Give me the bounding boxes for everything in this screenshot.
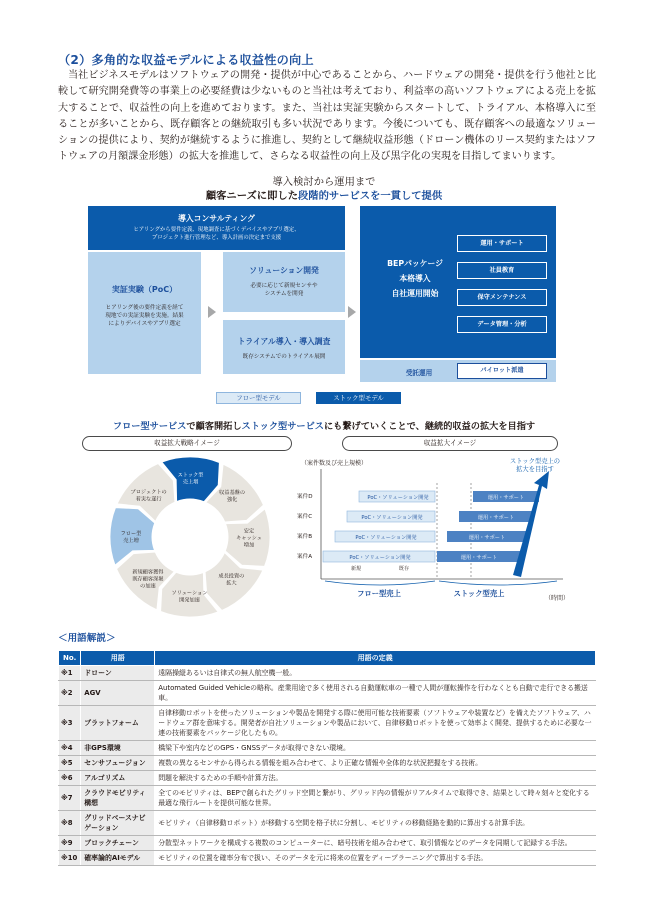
flow-bar-label: PoC・ソリューション開発 (349, 555, 411, 561)
bep-item: 保守メンテナンス (457, 289, 547, 306)
stock-bar-label: 運用・サポート (460, 555, 498, 561)
term-name: 非GPS環境 (81, 741, 155, 756)
table-row (59, 836, 596, 851)
cycle-panel-title: 収益拡大戦略イメージ (82, 436, 292, 451)
term-definition: 複数の異なるセンサから得られる情報を組み合わせて、より正確な情報や全体的な状況把握をする技術。 (155, 756, 596, 771)
terms-heading: ＜用語解説＞ (58, 633, 116, 644)
cycle-segment-label: キャッシュ (236, 535, 262, 542)
poc-box (88, 252, 201, 374)
heading-stock: ストック型サービス (241, 421, 324, 432)
term-number: ※10 (59, 851, 81, 866)
diagram-intro-line2 (0, 187, 648, 202)
cycle-segment-label: フロー型 (120, 530, 142, 537)
tag-existing: 既存 (399, 566, 410, 572)
term-definition: 自律移動ロボットを使ったソリューションや製品を開発する際に使用可能な技術要素（ソフトウェアや装置など）を備えたソフトウェア、ハードウェア群を意味する。開発者が自社ソリューションや製品において、自律移動ロボットを使って効率よく開発、提供するために必要な一連の技術要素をパッケージ化したもの。 (155, 706, 596, 741)
poc-title: 実証実験（PoC） (111, 285, 178, 294)
term-name: センサフュージョン (81, 756, 155, 771)
cycle-segment-label: 成長投資の (218, 573, 245, 580)
table-row (59, 706, 596, 741)
terms-header-term: 用語 (81, 651, 155, 666)
consulting-box (88, 206, 345, 250)
term-number: ※2 (59, 681, 81, 706)
arrow-right-icon (348, 306, 356, 318)
flow-bar-label: PoC・ソリューション開発 (367, 495, 429, 501)
cycle-segment-label: 着実な遂行 (135, 496, 162, 503)
case-label: 案件C (297, 514, 313, 520)
solution-sub2: システムを開発 (264, 291, 304, 297)
term-definition: 全てのモビリティは、BEPで創られたグリッド空間と繋がり、グリッド内の情報がリアルタイムで取得でき、結果として時々刻々と変化する最適な飛行ルートを提供可能な世界。 (155, 786, 596, 811)
bep-item: 運用・サポート (457, 235, 547, 252)
term-number: ※7 (59, 786, 81, 811)
stock-label: ストック型売上 (453, 589, 505, 598)
case-label: 案件D (297, 494, 313, 500)
term-definition: モビリティの位置を確率分布で扱い、そのデータを元に将来の位置をディープラーニングで算出する手法。 (155, 851, 596, 866)
table-row (59, 756, 596, 771)
terms-table (58, 650, 596, 866)
legend-flow: フロー型モデル (216, 392, 301, 404)
table-row (59, 771, 596, 786)
term-name: クラウドモビリティ構想 (81, 786, 155, 811)
table-row (59, 741, 596, 756)
bep-line3: 自社運用開始 (391, 289, 439, 298)
term-definition: Automated Guided Vehicleの略称。産業用途で多く使用される自動運転車の一種で人間が運転操作を行わなくとも自動で走行できる搬送車。 (155, 681, 596, 706)
strategy-heading (0, 418, 648, 432)
cycle-segment-label: 売上増 (182, 479, 199, 486)
cycle-segment-label: の加速 (140, 583, 156, 590)
cycle-segment-label: 拡大 (226, 580, 237, 587)
growth-panel-title: 収益拡大イメージ (342, 436, 558, 451)
trial-title: トライアル導入・導入調査 (237, 337, 331, 346)
body-paragraph: 当社ビジネスモデルはソフトウェアの開発・提供が中心であることから、ハードウェアの開発・提供を行う他社と比較して研究開発費等の事業上の必要経費は少ないものと当社は考えており、利益率の高いソフトウェアによる売上を拡大することで、収益性の向上を進めております。また、当社は実証実験からスタートして、トライアル、本格導入に至ることが多いことから、既存顧客との継続取引も多い状況であります。今後についても、既存顧客への最適なソリューションの提供により、契約が継続するように推進し、契約として継続収益形態（ドローン機体のリース契約またはソフトウェアの月額課金形態）の拡大を推進して、さらなる収益性の向上及び黒字化の実現を目指してまいります。 (58, 70, 596, 163)
growth-rows (297, 491, 539, 562)
consulting-sub1: ヒアリングから要件定義、現地調査に基づくデバイスやアプリ選定、 (133, 227, 300, 233)
term-number: ※6 (59, 771, 81, 786)
trial-box (223, 320, 345, 374)
poc-sub1: ヒアリング後の要件定義を経て (105, 305, 184, 311)
poc-sub3: によりデバイスやアプリ選定 (108, 321, 181, 327)
term-name: グリッドベースナビゲーション (81, 811, 155, 836)
growth-y-label: （案件数及び売上規模） (301, 460, 368, 467)
term-number: ※5 (59, 756, 81, 771)
cycle-segment-label: 売上増 (123, 537, 139, 544)
table-row (59, 786, 596, 811)
growth-arrow-label-1: ストック型売上の (509, 458, 561, 465)
term-definition: 問題を解決するための手順や計算方法。 (155, 771, 596, 786)
term-definition: 遠隔操縦あるいは自律式の無人航空機一般。 (155, 666, 596, 681)
cycle-segment-label: ストック型 (177, 472, 204, 479)
term-number: ※1 (59, 666, 81, 681)
bep-item: 社員教育 (457, 262, 547, 279)
flow-label: フロー型売上 (357, 589, 401, 598)
growth-chart (295, 455, 580, 605)
table-row (59, 681, 596, 706)
poc-sub2: 現地での実証実験を実施。結果 (105, 313, 184, 319)
pilot-box: パイロット派遣 (457, 363, 547, 379)
table-row (59, 666, 596, 681)
trial-sub: 既存システムでのトライアル展開 (242, 354, 326, 360)
cycle-segment-label: ソリューション (171, 590, 208, 597)
term-name: プラットフォーム (81, 706, 155, 741)
cycle-segment-label: 増加 (243, 542, 255, 549)
table-row (59, 851, 596, 866)
cycle-segments (110, 457, 270, 617)
section-heading: （2）多角的な収益モデルによる収益性の向上 (58, 53, 314, 67)
stock-bar-label: 運用・サポート (468, 535, 506, 541)
consulting-sub2: プロジェクト進行管理など、導入計画の決定まで支援 (151, 234, 282, 241)
case-label: 案件B (297, 534, 313, 540)
growth-arrow-label-2: 拡大を目指す (516, 466, 554, 473)
bep-line2: 本格導入 (399, 274, 431, 283)
term-name: ブロックチェーン (81, 836, 155, 851)
juchu-label: 受託運用 (405, 369, 433, 377)
arrow-right-icon (208, 306, 216, 318)
term-name: AGV (81, 681, 155, 706)
consulting-title: 導入コンサルティング (178, 214, 255, 223)
growth-arrow (513, 471, 549, 577)
cycle-segment-label: 安定 (243, 528, 255, 535)
bep-item: データ管理・分析 (457, 316, 547, 333)
solution-box (223, 252, 345, 312)
stock-bar-label: 運用・サポート (477, 515, 515, 521)
cycle-segment-label: 強化 (226, 497, 238, 504)
growth-x-label: （時間） (545, 595, 570, 602)
term-definition: 分散型ネットワークを構成する複数のコンピューターに、暗号技術を組み合わせて、取引情報などのデータを同期して記録する手法。 (155, 836, 596, 851)
flow-bar-label: PoC・ソリューション開発 (355, 535, 417, 541)
flow-bar-label: PoC・ソリューション開発 (361, 515, 423, 521)
term-number: ※9 (59, 836, 81, 851)
cycle-diagram (95, 452, 285, 622)
table-row (59, 811, 596, 836)
term-number: ※4 (59, 741, 81, 756)
intro-highlight: 段階的サービスを一貫して提供 (298, 190, 443, 202)
cycle-segment-label: 新規顧客獲得 (132, 569, 164, 576)
term-name: アルゴリズム (81, 771, 155, 786)
legend-stock: ストック型モデル (316, 392, 401, 404)
terms-header-def: 用語の定義 (155, 651, 596, 666)
cycle-segment-label: 既存顧客深堀 (132, 576, 164, 583)
solution-title: ソリューション開発 (249, 266, 319, 275)
solution-sub1: 必要に応じて新規センサや (250, 283, 318, 289)
bep-line1: BEPパッケージ (387, 259, 443, 268)
stock-bar-label: 運用・サポート (487, 495, 525, 501)
heading-mid1: で顧客開拓し (186, 421, 242, 432)
term-name: ドローン (81, 666, 155, 681)
term-number: ※8 (59, 811, 81, 836)
case-label: 案件A (297, 554, 313, 560)
term-definition: モビリティ（自律移動ロボット）が移動する空間を格子状に分割し、モビリティの移動経路を動的に算出する計算手法。 (155, 811, 596, 836)
term-definition: 橋梁下や室内などのGPS・GNSSデータが取得できない環境。 (155, 741, 596, 756)
heading-flow: フロー型サービス (112, 421, 187, 432)
intro-prefix: 顧客ニーズに即した (205, 190, 298, 202)
cycle-segment-label: 収益基盤の (219, 490, 246, 497)
term-number: ※3 (59, 706, 81, 741)
terms-header-no: No. (59, 651, 81, 666)
cycle-segment-label: 開発加速 (179, 597, 200, 604)
heading-mid2: にも繋げていくことで、継続的収益の拡大を目指す (323, 421, 536, 432)
diagram-intro-line1: 導入検討から運用まで (272, 176, 376, 188)
tag-new: 新規 (351, 566, 362, 572)
bep-main-text (370, 256, 460, 301)
cycle-segment-label: プロジェクトの (130, 489, 167, 496)
term-name: 確率論的AIモデル (81, 851, 155, 866)
